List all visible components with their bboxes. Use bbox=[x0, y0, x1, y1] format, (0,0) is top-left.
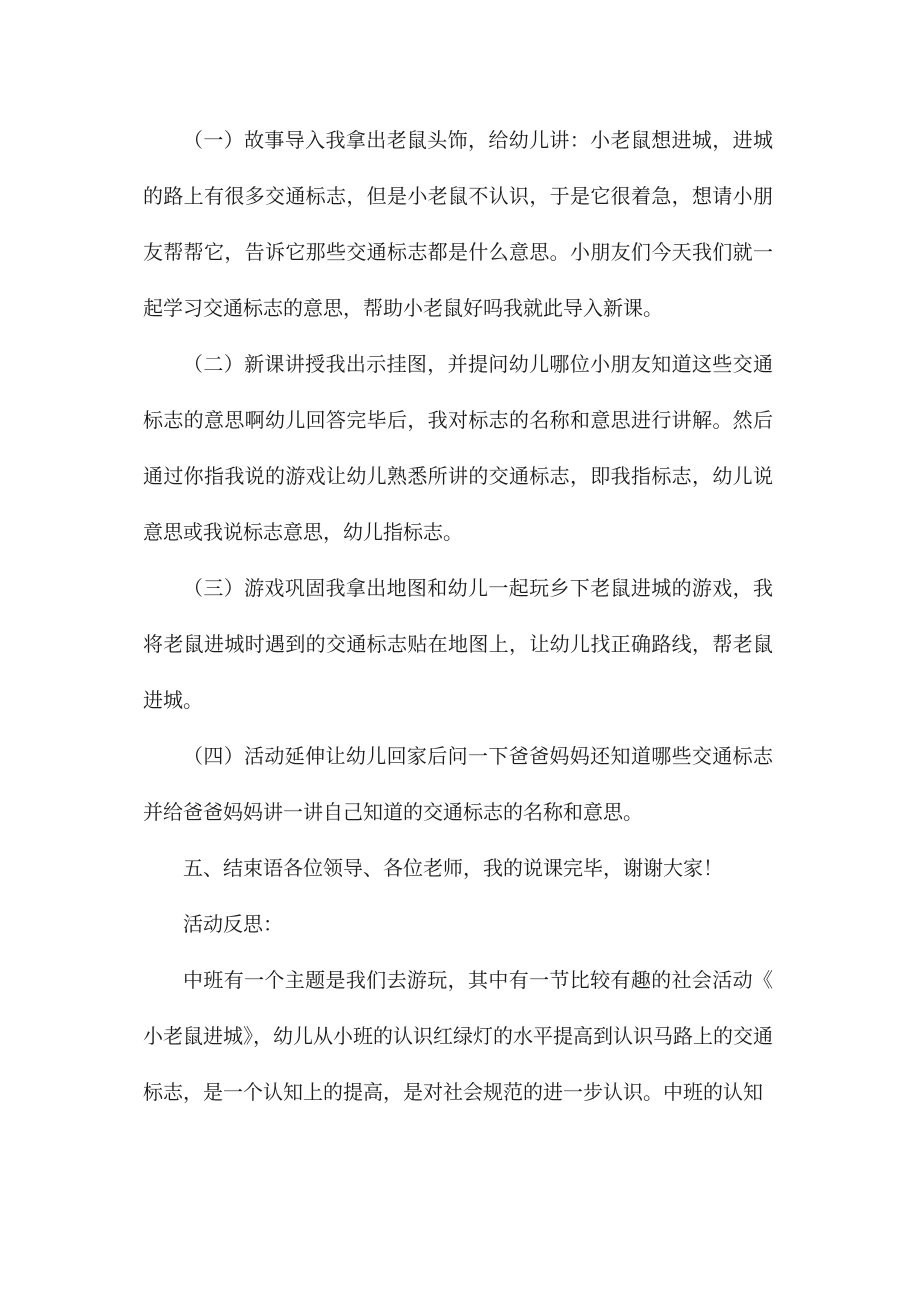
paragraph-new-lesson: （二）新课讲授我出示挂图，并提问幼儿哪位小朋友知道这些交通标志的意思啊幼儿回答完毕后，我对标志的名称和意思进行讲解。然后通过你指我说的游戏让幼儿熟悉所讲的交通标志，即我指标志，幼儿说意思或我说标志意思，幼儿指标志。 bbox=[143, 352, 773, 544]
document-body bbox=[143, 112, 773, 1120]
paragraph-reflection-heading: 活动反思： bbox=[183, 912, 283, 936]
paragraph-reflection-body: 中班有一个主题是我们去游玩，其中有一节比较有趣的社会活动《小老鼠进城》，幼儿从小班的认识红绿灯的水平提高到认识马路上的交通标志，是一个认知上的提高，是对社会规范的进一步认识。中班的认知 bbox=[143, 968, 773, 1104]
paragraph-game-consolidation: （三）游戏巩固我拿出地图和幼儿一起玩乡下老鼠进城的游戏，我将老鼠进城时遇到的交通标志贴在地图上，让幼儿找正确路线，帮老鼠进城。 bbox=[143, 576, 773, 712]
paragraph-activity-extension: （四）活动延伸让幼儿回家后问一下爸爸妈妈还知道哪些交通标志并给爸爸妈妈讲一讲自己知道的交通标志的名称和意思。 bbox=[143, 744, 773, 824]
paragraph-story-intro: （一）故事导入我拿出老鼠头饰，给幼儿讲：小老鼠想进城，进城的路上有很多交通标志，但是小老鼠不认识，于是它很着急，想请小朋友帮帮它，告诉它那些交通标志都是什么意思。小朋友们今天我们就一起学习交通标志的意思，帮助小老鼠好吗我就此导入新课。 bbox=[143, 128, 773, 320]
paragraph-closing-remarks: 五、结束语各位领导、各位老师，我的说课完毕，谢谢大家！ bbox=[183, 856, 723, 880]
